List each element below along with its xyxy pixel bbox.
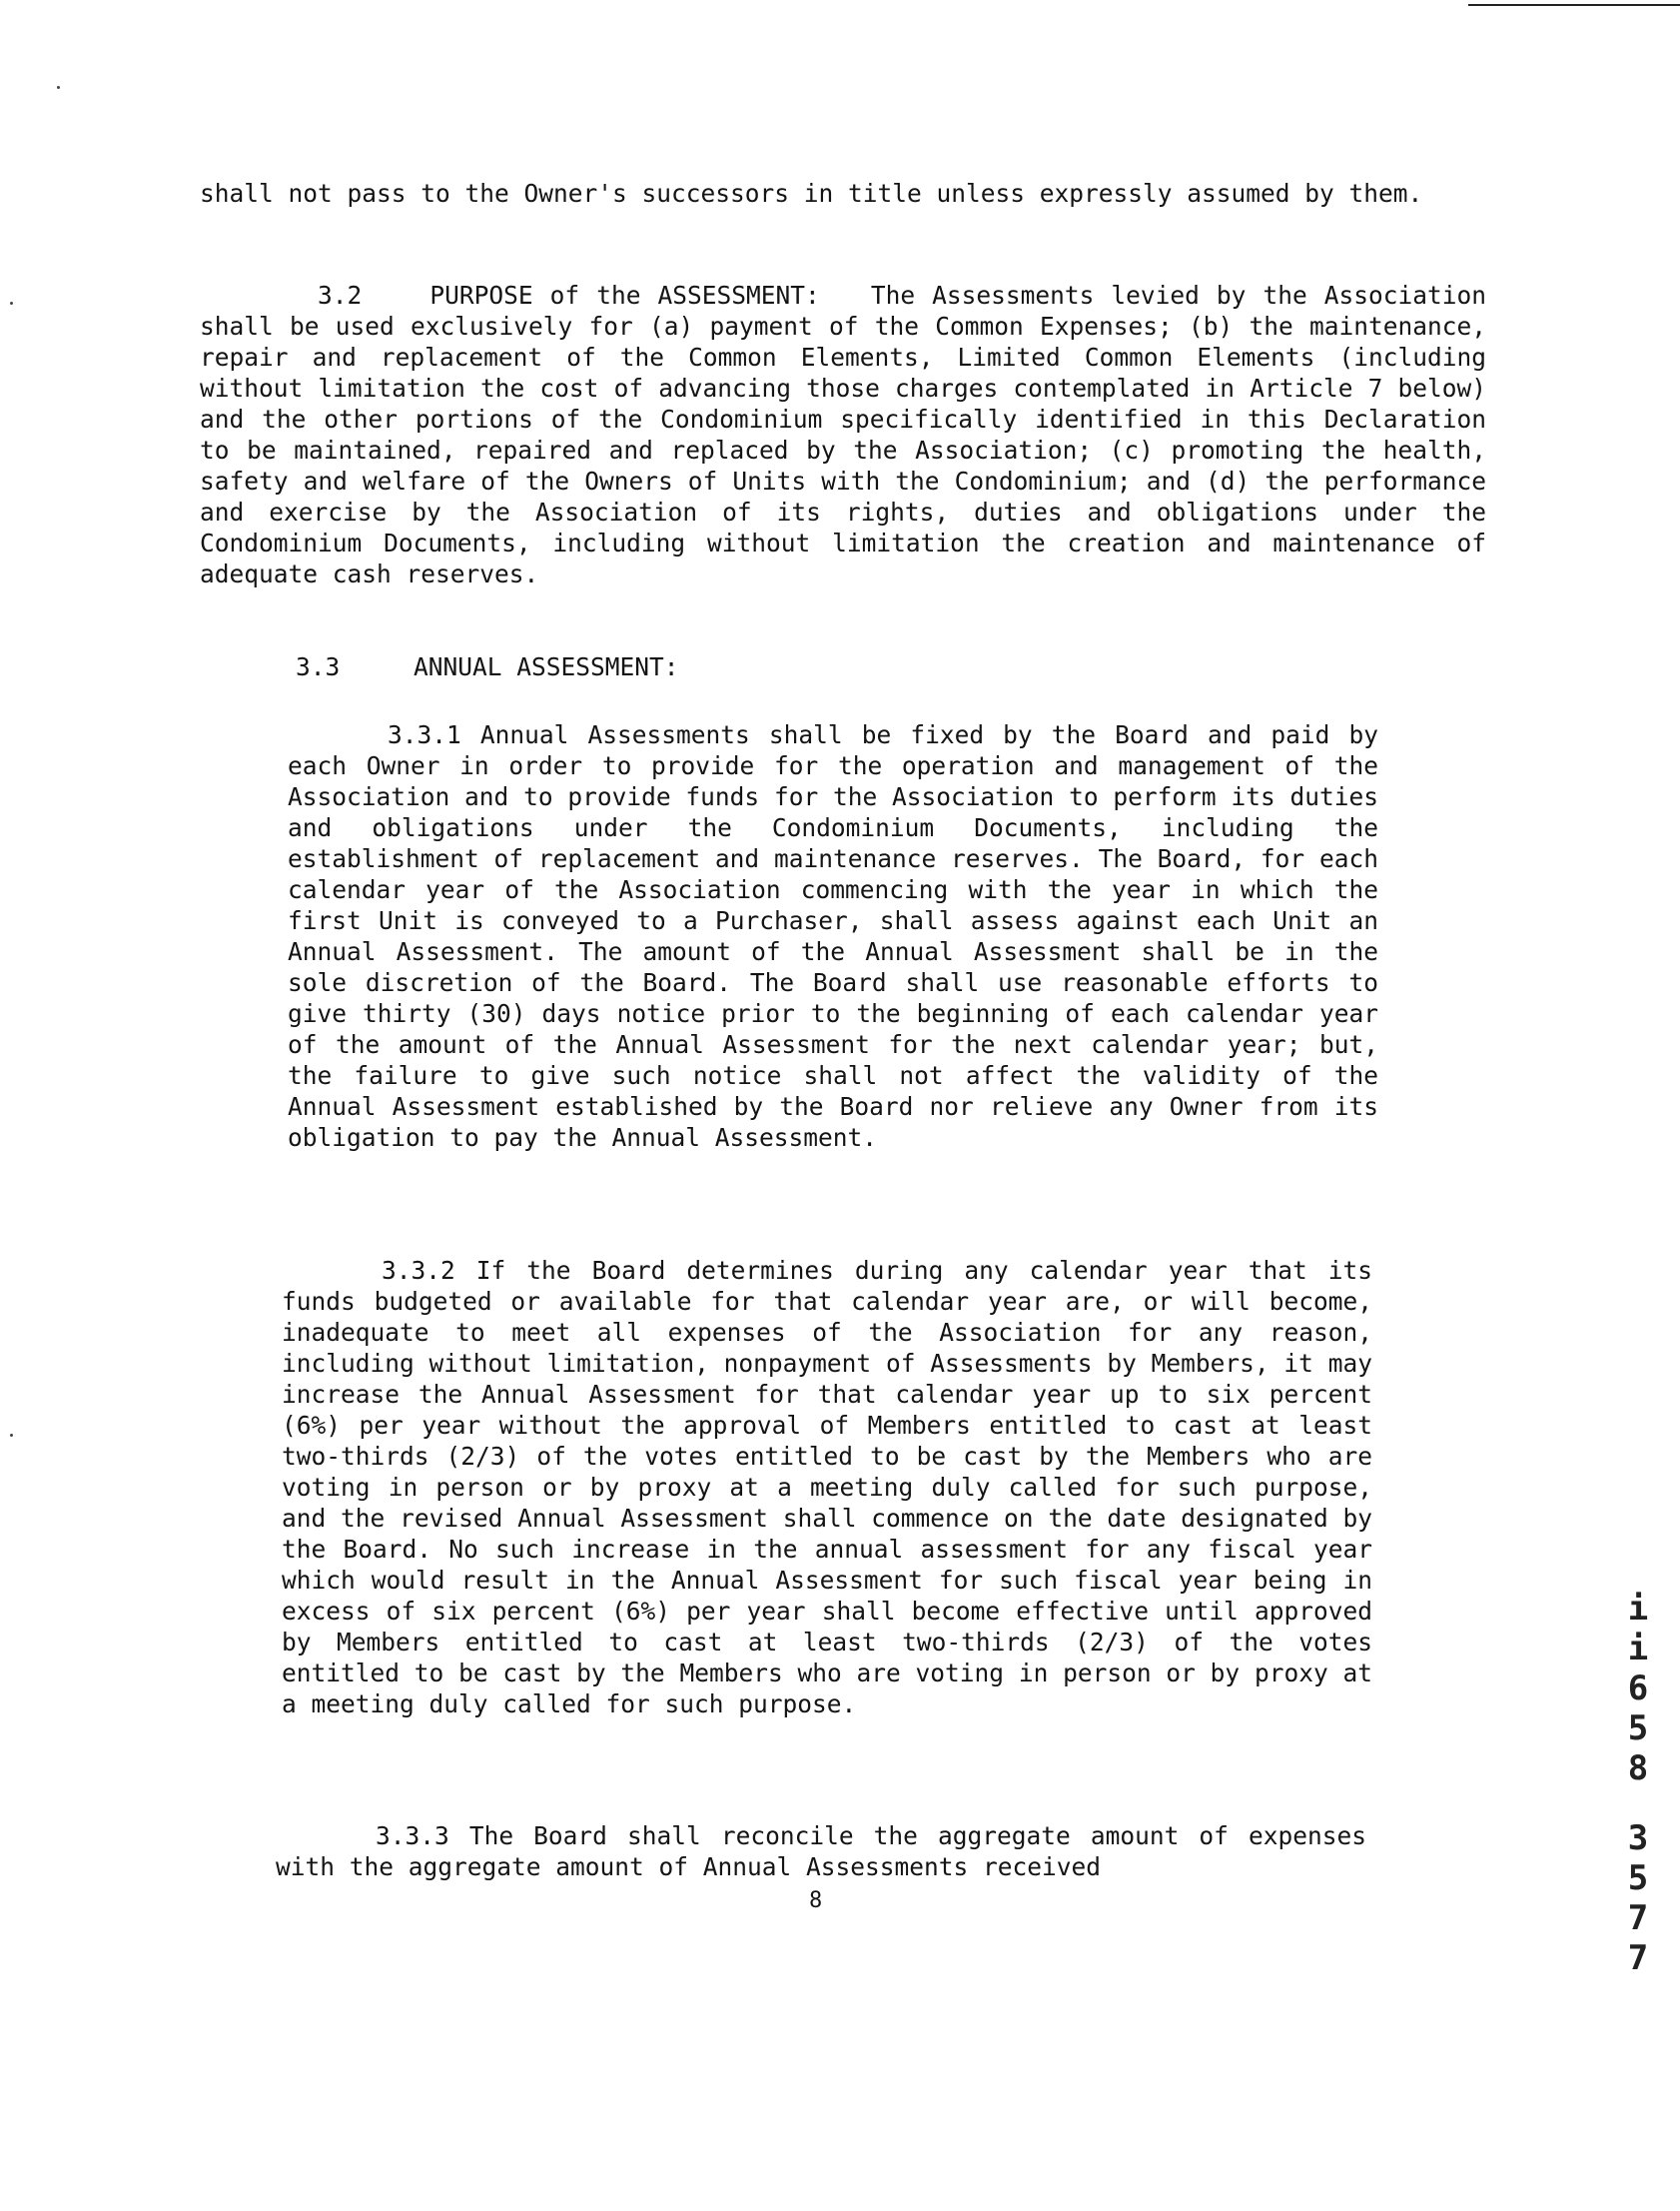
section-3-2-number: 3.2 <box>318 281 363 310</box>
section-3-2-body: The Assessments levied by the Association shall be used exclusively for (a) payment of the Common Expenses; (b) the maintenance, repair and replacement of the Common Elements, Limited Common Elements (including without limitation the cost of advancing those charges contemplated in Article 7 below) and the other portions of the Condominium specifically identified in this Declaration to be maintained, repaired and replaced by the Association; (c) promoting the health, safety and welfare of the Owners of Units with the Condominium; and (d) the performance and exercise by the Association of its rights, duties and obligations under the Condominium Documents, including without limitation the creation and maintenance of adequate cash reserves. <box>200 281 1486 588</box>
section-3-3-1 <box>288 719 1378 1153</box>
section-3-3-2-text: 3.3.2 If the Board determines during any calendar year that its funds budgeted or available for that calendar year are, or will become, inadequate to meet all expenses of the Association for any reason, including without limitation, nonpayment of Assessments by Members, it may increase the Annual Assessment for that calendar year up to six percent (6%) per year without the approval of Members entitled to cast at least two-thirds (2/3) of the votes entitled to be cast by the Members who are voting in person or by proxy at a meeting duly called for such purpose, and the revised Annual Assessment shall commence on the date designated by the Board. No such increase in the annual assessment for any fiscal year which would result in the Annual Assessment for such fiscal year being in excess of six percent (6%) per year shall become effective until approved by Members entitled to cast at least two-thirds (2/3) of the votes entitled to be cast by the Members who are voting in person or by proxy at a meeting duly called for such purpose. <box>282 1256 1372 1718</box>
section-3-3-number: 3.3 <box>296 652 341 681</box>
continuation-paragraph: shall not pass to the Owner's successors in title unless expressly assumed by them. <box>200 179 1423 208</box>
section-3-2 <box>200 280 1486 589</box>
section-3-3-3-text: 3.3.3 The Board shall reconcile the aggregate amount of expenses with the aggregate amount of Annual Assessments received <box>276 1821 1366 1881</box>
section-3-2-title: PURPOSE of the ASSESSMENT: <box>429 281 820 310</box>
margin-stamp: i i 6 5 8 3 5 7 7 <box>1627 1589 1649 1978</box>
page-number: 8 <box>809 1888 823 1913</box>
section-3-3-2 <box>282 1255 1372 1719</box>
section-3-3-title: ANNUAL ASSESSMENT: <box>414 652 679 681</box>
section-3-3-heading <box>296 651 679 682</box>
scan-speck <box>57 86 60 89</box>
scan-edge-line <box>1468 4 1680 6</box>
scan-speck <box>10 302 13 305</box>
section-3-3-3 <box>276 1820 1366 1882</box>
scan-speck <box>10 1434 13 1437</box>
section-3-3-1-text: 3.3.1 Annual Assessments shall be fixed by the Board and paid by each Owner in order to provide for the operation and management of the Association and to provide funds for the Association to perform its duties and obligations under the Condominium Documents, including the establishment of replacement and maintenance reserves. The Board, for each calendar year of the Association commencing with the year in which the first Unit is conveyed to a Purchaser, shall assess against each Unit an Annual Assessment. The amount of the Annual Assessment shall be in the sole discretion of the Board. The Board shall use reasonable efforts to give thirty (30) days notice prior to the beginning of each calendar year of the amount of the Annual Assessment for the next calendar year; but, the failure to give such notice shall not affect the validity of the Annual Assessment established by the Board nor relieve any Owner from its obligation to pay the Annual Assessment. <box>288 720 1378 1152</box>
